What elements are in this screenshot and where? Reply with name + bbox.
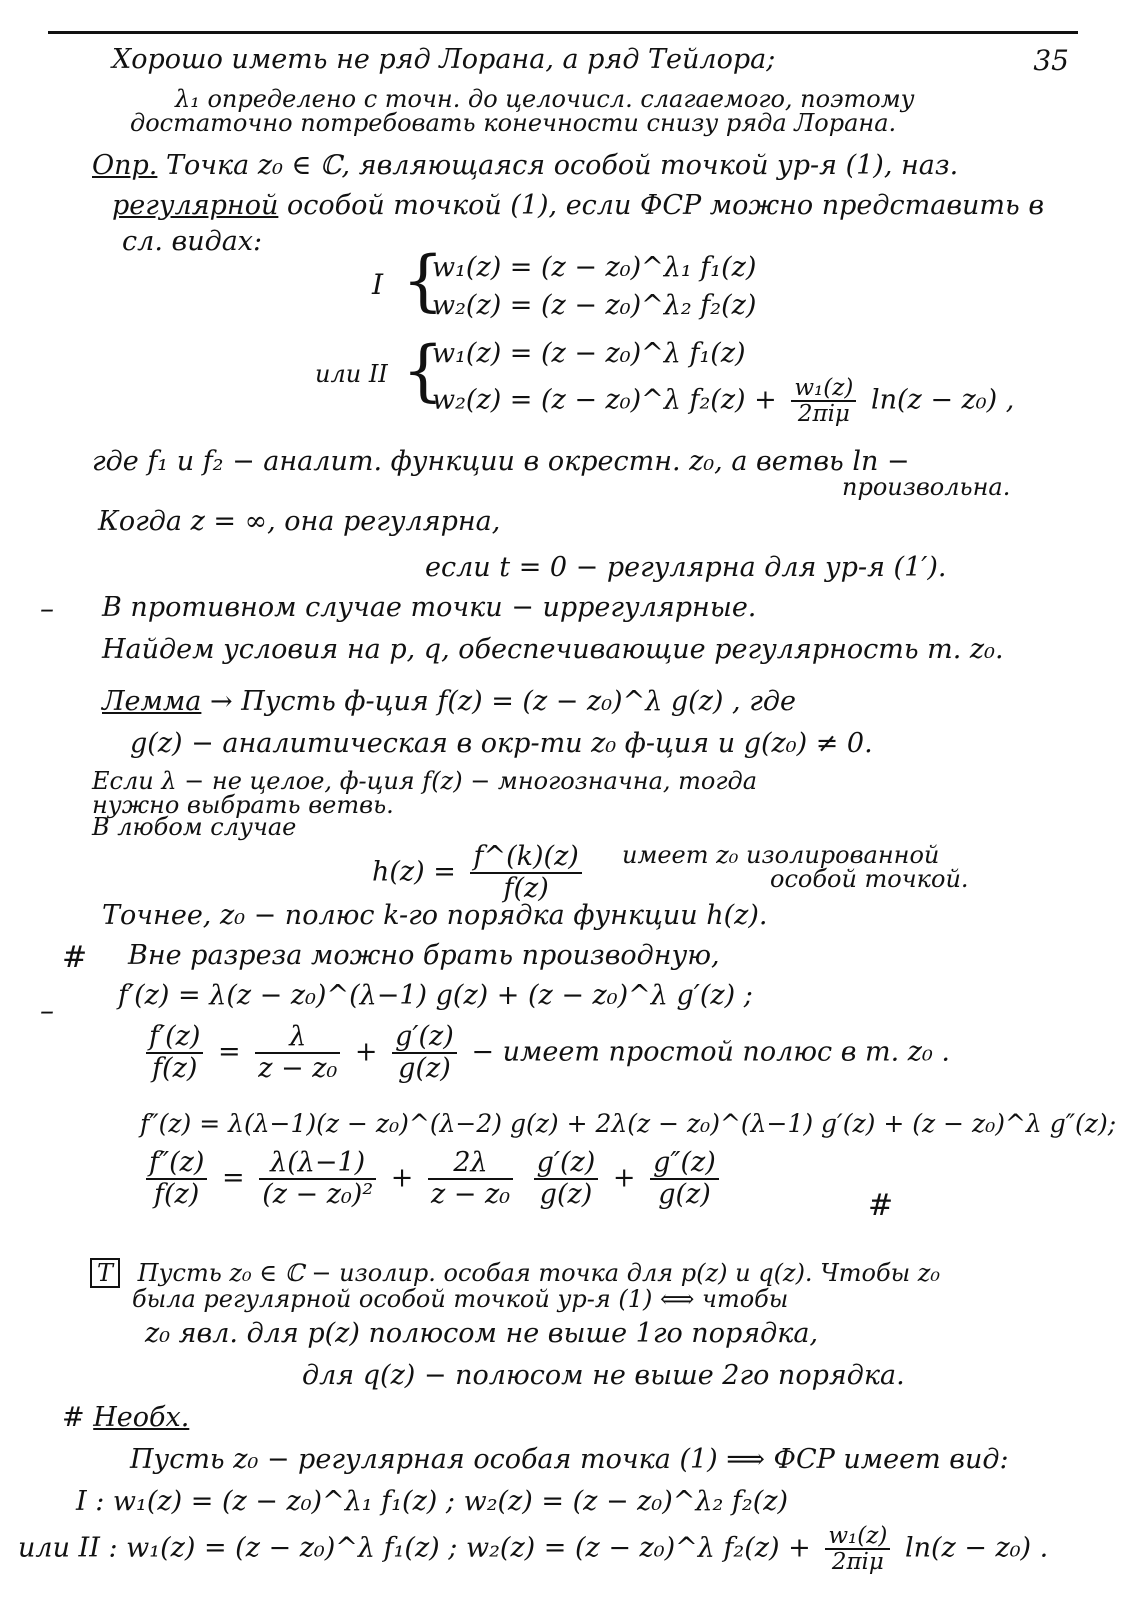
system-1-eq-a: w₁(z) = (z − z₀)^λ₁ f₁(z)	[432, 252, 757, 283]
lemma-label: Лемма	[102, 686, 202, 717]
ratio-2-plus-2: +	[612, 1162, 636, 1194]
line-arbitrary: произвольна.	[842, 473, 1011, 501]
regular-term: регулярной	[112, 190, 279, 221]
theorem-line-2: была регулярной особой точкой ур-я (1) ⟺ чтобы	[132, 1285, 789, 1313]
page-number: 35	[1033, 44, 1069, 77]
ratio-2-term-2	[428, 1148, 513, 1210]
system-2-eq-b-tail: ln(z − z₀) ,	[870, 384, 1015, 416]
ratio-1-term-1-num: λ	[255, 1022, 340, 1054]
line-second-derivative: f″(z) = λ(λ−1)(z − z₀)^(λ−2) g(z) + 2λ(z − z₀)^(λ−1) g′(z) + (z − z₀)^λ g″(z);	[140, 1109, 1117, 1138]
system-2-label: или II	[315, 360, 388, 388]
ratio-2-term-3-num: g′(z)	[534, 1148, 599, 1180]
h-formula	[372, 842, 588, 904]
lemma-line-5: В любом случае	[92, 813, 297, 841]
line-t-zero: если t = 0 − регулярна для ур-я (1′).	[425, 552, 947, 583]
lemma-line-4: нужно выбрать ветвь.	[92, 791, 394, 819]
ratio-2-formula	[140, 1148, 725, 1210]
necessity-label: Необх.	[93, 1402, 190, 1433]
line-pole-order: Точнее, z₀ − полюс k-го порядка функции h(z).	[102, 900, 768, 931]
ratio-2-term-1-den: (z − z₀)²	[262, 1179, 374, 1210]
line-first-derivative: f′(z) = λ(z − z₀)^(λ−1) g(z) + (z − z₀)^λ g′(z) ;	[118, 980, 753, 1011]
necessity-fraction-num: w₁(z)	[825, 1524, 890, 1550]
ratio-2-term-2-den: z − z₀	[430, 1179, 511, 1210]
ratio-2-term-4	[650, 1148, 719, 1210]
necessity-line-3	[18, 1524, 1048, 1574]
line-derivative: Вне разреза можно брать производную,	[128, 940, 720, 971]
system-1-eq-b: w₂(z) = (z − z₀)^λ₂ f₂(z)	[432, 290, 757, 321]
theorem-line-4: для q(z) − полюсом не выше 2го порядка.	[302, 1360, 905, 1391]
ratio-2-lhs	[146, 1148, 207, 1210]
ratio-1-term-2-den: g(z)	[398, 1053, 451, 1084]
necessity-line-1: Пусть z₀ − регулярная особая точка (1) ⟹ ФСР имеет вид:	[130, 1444, 1009, 1475]
ratio-2-term-3-den: g(z)	[539, 1179, 593, 1210]
line-taylor: Хорошо иметь не ряд Лорана, а ряд Тейлора;	[112, 44, 776, 75]
lemma-arrow: →	[209, 686, 233, 717]
h-fraction-den: f(z)	[503, 873, 549, 904]
necessity-line-3-tail: ln(z − z₀) .	[904, 1532, 1049, 1564]
h-formula-lhs: h(z) =	[372, 856, 456, 888]
proof-mark-3: #	[62, 1402, 85, 1433]
ratio-2-term-1-num: λ(λ−1)	[259, 1148, 376, 1180]
definition-text: Точка z₀ ∈ ℂ, являющаяся особой точкой ур-я (1), наз.	[165, 150, 959, 181]
theorem-line-3: z₀ явл. для p(z) полюсом не выше 1го порядка,	[145, 1318, 819, 1349]
necessity-fraction	[825, 1524, 890, 1574]
ratio-1-term-2	[392, 1022, 457, 1084]
ratio-2-plus-1: +	[390, 1162, 414, 1194]
theorem-text-1: Пусть z₀ ∈ ℂ − изолир. особая точка для p(z) и q(z). Чтобы z₀	[137, 1259, 941, 1287]
definition-line-1	[92, 150, 958, 182]
system-1-brace: {	[402, 242, 444, 319]
margin-dash-1: –	[40, 592, 54, 625]
necessity-fraction-den: 2πiμ	[831, 1549, 884, 1575]
line-where-f1-f2: где f₁ и f₂ − аналит. функции в окрестн. z₀, а ветвь ln −	[92, 446, 910, 477]
system-2-fraction-den: 2πiμ	[797, 401, 850, 427]
ratio-2-term-1	[259, 1148, 376, 1210]
system-2-fraction	[791, 376, 856, 426]
lemma-line-2: g(z) − аналитическая в окр-ти z₀ ф-ция и g(z₀) ≠ 0.	[130, 728, 873, 759]
ratio-2-equals: =	[221, 1162, 245, 1194]
lemma-text: Пусть ф-ция f(z) = (z − z₀)^λ g(z) , где	[241, 686, 796, 717]
theorem-label: T	[90, 1258, 120, 1288]
system-2-eq-b	[432, 376, 1014, 426]
definition-line-2	[112, 190, 1044, 222]
definition-label: Опр.	[92, 150, 158, 181]
ratio-2-term-3	[534, 1148, 599, 1210]
line-laurent-finite: достаточно потребовать конечности снизу ряда Лорана.	[130, 109, 897, 137]
ratio-2-lhs-den: f(z)	[154, 1179, 200, 1210]
theorem-line-1	[90, 1258, 940, 1288]
line-lambda-defined: λ₁ определено с точн. до целочисл. слагаемого, поэтому	[175, 85, 915, 113]
ratio-2-term-4-den: g(z)	[658, 1179, 711, 1210]
ratio-1-term-1-den: z − z₀	[258, 1053, 338, 1084]
proof-mark-1: #	[62, 940, 88, 975]
h-fraction-num: f^(k)(z)	[470, 842, 581, 874]
necessity-line-2: I : w₁(z) = (z − z₀)^λ₁ f₁(z) ; w₂(z) = (z − z₀)^λ₂ f₂(z)	[76, 1486, 788, 1517]
ratio-1-lhs-num: f′(z)	[146, 1022, 203, 1054]
ratio-2-lhs-num: f″(z)	[146, 1148, 207, 1180]
ratio-1-term-2-num: g′(z)	[392, 1022, 457, 1054]
margin-dash-2: –	[40, 994, 54, 1027]
system-2-brace: {	[402, 332, 444, 409]
h-note-1: имеет z₀ изолированной	[622, 841, 940, 869]
top-rule	[48, 31, 1078, 34]
ratio-1-formula	[140, 1022, 950, 1084]
system-1-label: I	[372, 268, 384, 301]
line-find-conditions: Найдем условия на p, q, обеспечивающие регулярность т. z₀.	[102, 634, 1004, 665]
lemma-line-3: Если λ − не целое, ф-ция f(z) − многозначна, тогда	[92, 767, 758, 795]
ratio-1-note: − имеет простой полюс в т. z₀ .	[471, 1036, 951, 1068]
necessity-line	[62, 1402, 189, 1434]
definition-text-2: особой точкой (1), если ФСР можно представить в	[286, 190, 1045, 221]
ratio-1-term-1	[255, 1022, 340, 1084]
system-2-fraction-num: w₁(z)	[791, 376, 856, 402]
system-2-eq-a: w₁(z) = (z − z₀)^λ f₁(z)	[432, 338, 746, 369]
necessity-line-3-main: или II : w₁(z) = (z − z₀)^λ f₁(z) ; w₂(z) = (z − z₀)^λ f₂(z) +	[18, 1532, 811, 1564]
definition-line-3: сл. видах:	[122, 226, 263, 257]
ratio-2-term-2-num: 2λ	[428, 1148, 513, 1180]
lemma-line-1	[102, 686, 796, 718]
ratio-1-lhs-den: f(z)	[152, 1053, 198, 1084]
line-irregular: В противном случае точки − иррегулярные.	[102, 592, 757, 623]
ratio-1-plus: +	[354, 1036, 378, 1068]
h-note-2: особой точкой.	[770, 865, 969, 893]
ratio-1-equals: =	[218, 1036, 241, 1068]
ratio-2-term-4-num: g″(z)	[650, 1148, 719, 1180]
proof-end-mark: #	[868, 1188, 894, 1223]
ratio-1-lhs	[146, 1022, 203, 1084]
h-fraction	[470, 842, 581, 904]
system-2-eq-b-lhs: w₂(z) = (z − z₀)^λ f₂(z) +	[432, 384, 777, 416]
line-z-infinity: Когда z = ∞, она регулярна,	[98, 506, 501, 537]
